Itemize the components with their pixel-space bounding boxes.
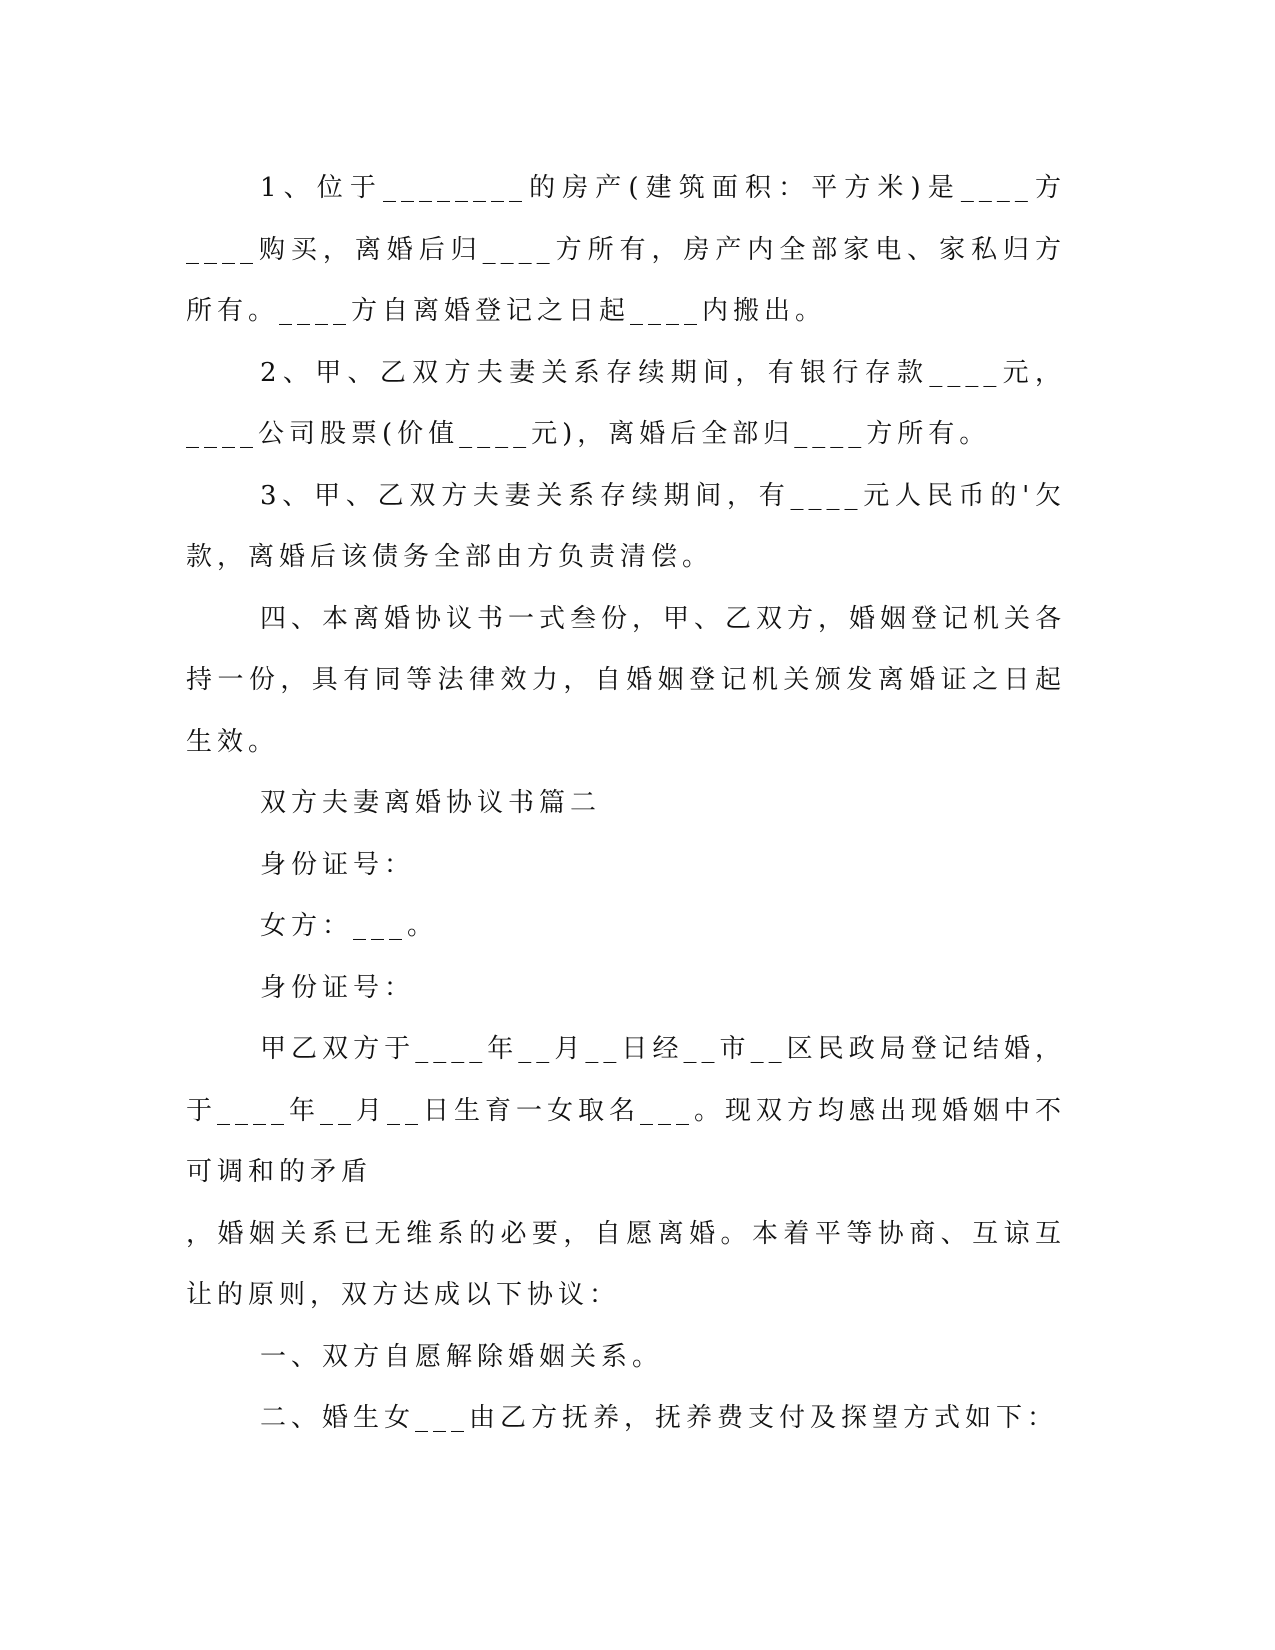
marriage-statement-continued: ，婚姻关系已无维系的必要，自愿离婚。本着平等协商、互谅互让的原则，双方达成以下协议：	[186, 1218, 1066, 1310]
clause-debt: 3、甲、乙双方夫妻关系存续期间，有____元人民币的'欠款，离婚后该债务全部由方负责清偿。	[186, 480, 1066, 572]
clause-savings: 2、甲、乙双方夫妻关系存续期间，有银行存款____元，____公司股票(价值____元)，离婚后全部归____方所有。	[186, 357, 1066, 449]
female-party-label: 女方：___。	[260, 911, 439, 941]
clause-property: 1、位于________的房产(建筑面积：平方米)是____方____购买，离婚后归____方所有，房产内全部家电、家私归方所有。____方自离婚登记之日起____内搬出。	[186, 173, 1066, 326]
clause-custody: 二、婚生女___由乙方抚养，抚养费支付及探望方式如下：	[260, 1403, 1059, 1433]
id-number-label: 身份证号：	[260, 972, 416, 1003]
section-heading: 双方夫妻离婚协议书篇二	[260, 788, 602, 818]
id-number-label: 身份证号：	[260, 849, 416, 880]
clause-dissolve: 一、双方自愿解除婚姻关系。	[260, 1341, 664, 1372]
clause-copies: 四、本离婚协议书一式叁份，甲、乙双方，婚姻登记机关各持一份，具有同等法律效力，自婚姻登记机关颁发离婚证之日起生效。	[186, 603, 1067, 757]
document-body	[186, 158, 1066, 1450]
marriage-statement: 甲乙双方于____年__月__日经__市__区民政局登记结婚，于____年__月__日生育一女取名___。现双方均感出现婚姻中不可调和的矛盾	[186, 1034, 1067, 1187]
